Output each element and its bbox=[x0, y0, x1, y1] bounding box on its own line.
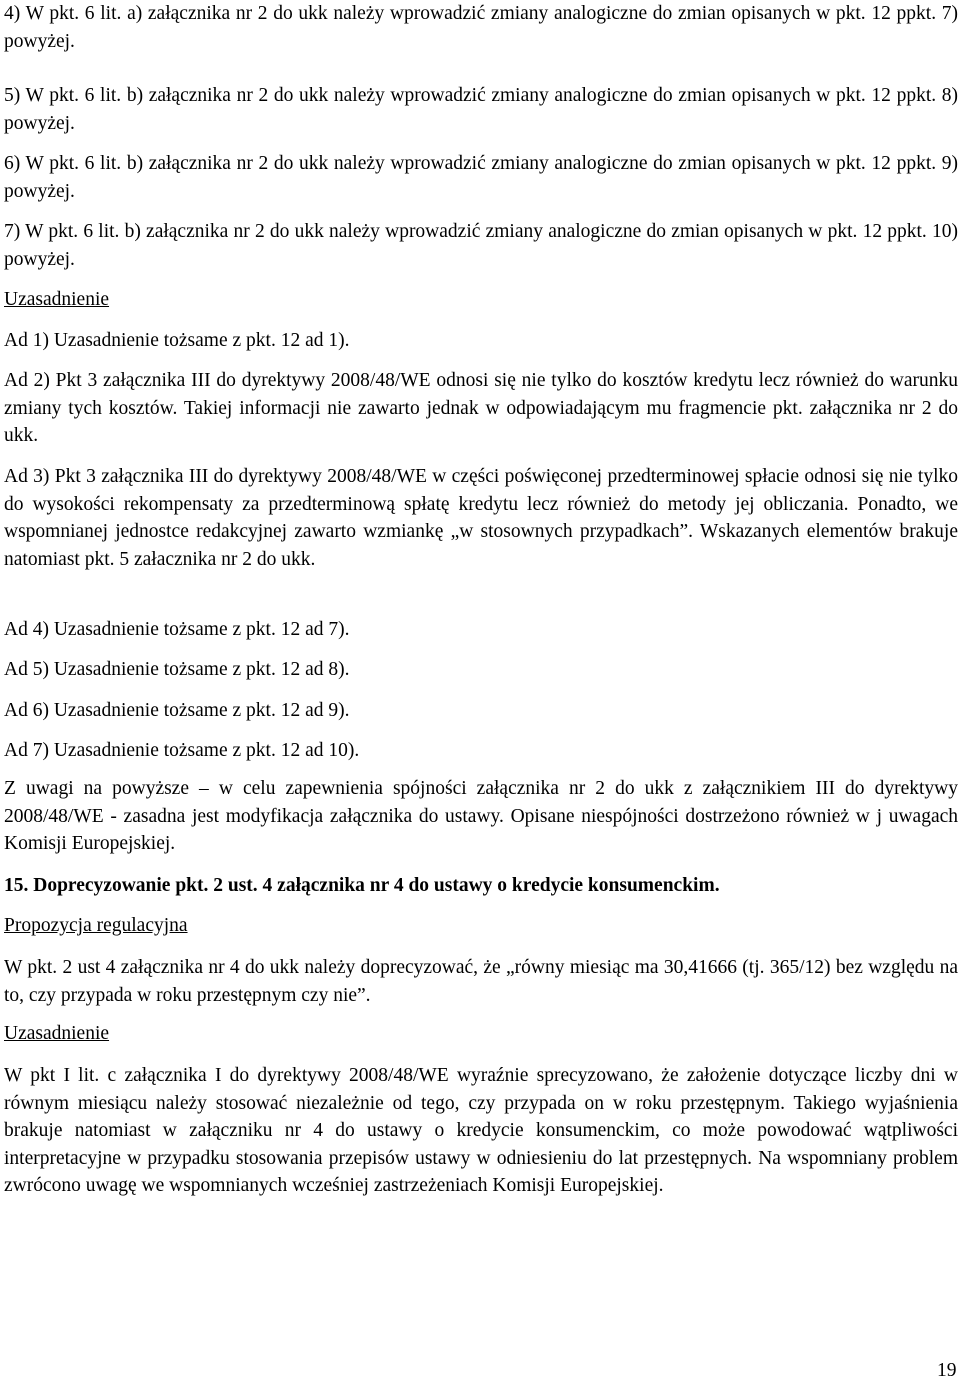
paragraph-7: 7) W pkt. 6 lit. b) załącznika nr 2 do ukk należy wprowadzić zmiany analogiczne do zmian opisanych w pkt. 12 ppkt. 10) powyżej. bbox=[4, 221, 958, 270]
paragraph-4: 4) W pkt. 6 lit. a) załącznika nr 2 do ukk należy wprowadzić zmiany analogiczne do zmian opisanych w pkt. 12 ppkt. 7) powyżej. bbox=[4, 3, 958, 52]
paragraph-ad-7: Ad 7) Uzasadnienie tożsame z pkt. 12 ad 10). bbox=[4, 740, 360, 761]
paragraph-ad-3: Ad 3) Pkt 3 załącznika III do dyrektywy 2008/48/WE w części poświęconej przedterminowej spłacie odnosi się nie tylko do wysokości rekompensaty za przedterminową spłatę kredytu lecz również do metody jej obliczania. Ponadto, we wspomnianej jednostce redakcyjnej zawarto wzmiankę „w stosownych przypadkach”. Wskazanych elementów brakuje natomiast pkt. 5 załacznika nr 2 do ukk. bbox=[4, 466, 958, 570]
paragraph-regulation-proposal: W pkt. 2 ust 4 załącznika nr 4 do ukk należy doprecyzować, że „równy miesiąc ma 30,41666 (tj. 365/12) bez względu na to, czy przypada w roku przestępnym czy nie”. bbox=[4, 957, 958, 1006]
section-heading-15: 15. Doprecyzowanie pkt. 2 ust. 4 załącznika nr 4 do ustawy o kredycie konsumenckim. bbox=[4, 875, 720, 896]
paragraph-ad-5: Ad 5) Uzasadnienie tożsame z pkt. 12 ad 8). bbox=[4, 659, 350, 680]
paragraph-5: 5) W pkt. 6 lit. b) załącznika nr 2 do ukk należy wprowadzić zmiany analogiczne do zmian opisanych w pkt. 12 ppkt. 8) powyżej. bbox=[4, 85, 958, 134]
paragraph-summary: Z uwagi na powyższe – w celu zapewnienia spójności załącznika nr 2 do ukk z załącznikiem III do dyrektywy 2008/48/WE - zasadna jest modyfikacja załącznika do ustawy. Opisane niespójności dostrzeżono również w j uwagach Komisji Europejskiej. bbox=[4, 778, 958, 854]
paragraph-6: 6) W pkt. 6 lit. b) załącznika nr 2 do ukk należy wprowadzić zmiany analogiczne do zmian opisanych w pkt. 12 ppkt. 9) powyżej. bbox=[4, 153, 958, 202]
heading-uzasadnienie-1: Uzasadnienie bbox=[4, 289, 110, 310]
page-number: 19 bbox=[937, 1360, 957, 1381]
paragraph-ad-1: Ad 1) Uzasadnienie tożsame z pkt. 12 ad 1). bbox=[4, 330, 350, 351]
paragraph-justification: W pkt I lit. c załącznika I do dyrektywy 2008/48/WE wyraźnie sprecyzowano, że założenie dotyczące liczby dni w równym miesiącu należy stosować niezależnie od tego, czy przypada on w roku przestępnym. Takiego wyjaśnienia brakuje natomiast w załączniku nr 4 do ustawy o kredycie konsumenckim, co może powodować wątpliwości interpretacyjne w przypadku stosowania przepisów ustawy w odniesieniu do lat przestępnych. Na wspomniany problem zwrócono uwagę we wspomnianych wcześniej zastrzeżeniach Komisji Europejskiej. bbox=[4, 1065, 958, 1196]
paragraph-ad-2: Ad 2) Pkt 3 załącznika III do dyrektywy 2008/48/WE odnosi się nie tylko do kosztów kredytu lecz również do warunku zmiany tych kosztów. Takiej informacji nie zawarto jednak w odpowiadającym mu fragmencie pkt. załącznika nr 2 do ukk. bbox=[4, 370, 958, 446]
paragraph-ad-6: Ad 6) Uzasadnienie tożsame z pkt. 12 ad 9). bbox=[4, 700, 350, 721]
heading-propozycja-regulacyjna: Propozycja regulacyjna bbox=[4, 915, 188, 936]
paragraph-ad-4: Ad 4) Uzasadnienie tożsame z pkt. 12 ad 7). bbox=[4, 619, 350, 640]
heading-uzasadnienie-2: Uzasadnienie bbox=[4, 1023, 110, 1044]
